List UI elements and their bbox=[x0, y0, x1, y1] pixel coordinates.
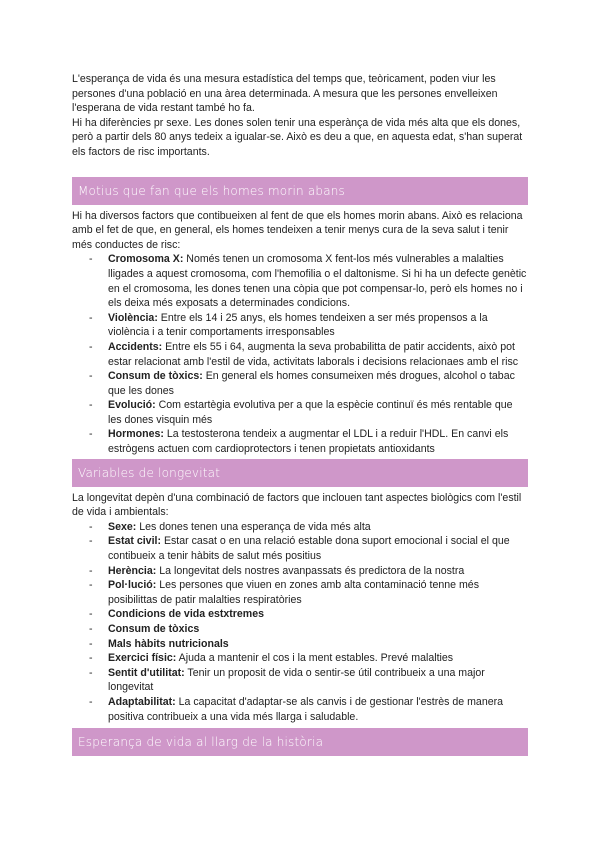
document-page bbox=[72, 72, 528, 760]
list-item: - Estat civil: Estar casat o en una relació estable dona suport emocional i social el que contibueix a tenir hàbits de salut més positius bbox=[89, 535, 510, 563]
list-item: - Exercici físic: Ajuda a mantenir el cos i la ment estables. Prevé malalties bbox=[89, 652, 454, 665]
intro-sentence-2: Hi ha diferències pr sexe. Les dones solen tenir una esperànça de vida més alta que els dones, però a partir dels 80 anys tedeix a igualar-se. Això es deu a que, en aquesta edat, s'han superat els factors de risc importants. bbox=[72, 116, 523, 158]
section-longevitat bbox=[72, 491, 528, 725]
bullet-list bbox=[72, 520, 528, 724]
list-item: - Condicions de vida estxtremes bbox=[89, 608, 265, 621]
section-heading-motius: Motius que fan que els homes morin abans bbox=[72, 177, 528, 205]
section-heading-longevitat: Variables de longevitat bbox=[72, 459, 528, 487]
list-item: - Hormones: La testosterona tendeix a augmentar el LDL i a reduir l'HDL. En canvi els estrògens actuen com cardioprotectors i tenen propietats antioxidants bbox=[89, 428, 509, 456]
list-item: - Evolució: Com estartègia evolutiva per a que la espècie continuï és més rentable que les dones visquin més bbox=[89, 399, 513, 426]
list-item: - Cromosoma X: Només tenen un cromosoma X fent-los més vulnerables a malalties lligades a aquest cromosoma, com l'hemofilia o el daltonisme. Si hi ha un defecte genètic en el cromosoma, les dones tenen una còpia que pot compensar-lo, però els homes no i els deixa més exposats a determinades condicions. bbox=[89, 253, 527, 310]
list-item: - Adaptabilitat: La capacitat d'adaptar-se als canvis i de gestionar l'estrès de manera positiva contribueix a una vida més llarga i saludable. bbox=[89, 695, 504, 723]
list-item: - Accidents: Entre els 55 i 64, augmenta la seva probabilitta de patir accidents, això pot estar relacionat amb l'estil de vida, activitats laborals i decisions relacionaes amb el risc bbox=[89, 340, 519, 368]
intro-paragraph bbox=[72, 72, 528, 160]
intro-sentence-1: L'esperança de vida és una mesura estadística del temps que, teòricament, poden viur les persones d'una població en una àrea determinada. A mesura que les persones envelleixen l'esperana de vida restant també ho fa. bbox=[72, 73, 498, 115]
section-motius bbox=[72, 209, 528, 457]
bullet-list bbox=[72, 252, 528, 456]
list-item: - Consum de tòxics bbox=[89, 623, 200, 635]
list-item: - Consum de tòxics: En general els homes consumeixen més drogues, alcohol o tabac que les dones bbox=[89, 370, 515, 397]
list-item: - Mals hàbits nutricionals bbox=[89, 637, 229, 650]
list-item: - Pol·lució: Les persones que viuen en zones amb alta contaminació tenne més posibilittas de patir malalties respiratòries bbox=[89, 579, 479, 606]
list-item: - Herència: La longevitat dels nostres avanpassats és predictora de la nostra bbox=[89, 564, 465, 577]
section-heading-historia: Esperança de vida al llarg de la història bbox=[72, 728, 528, 756]
section-lead: Hi ha diversos factors que contibueixen al fent de que els homes morin abans. Això es relaciona amb el fet de que, en general, els homes tendeixen a tenir menys cura de la seva salut i tenir més conductes de risc: bbox=[72, 209, 523, 251]
list-item: - Violència: Entre els 14 i 25 anys, els homes tendeixen a ser més propensos a la violència i a tenir comportaments irresponsables bbox=[89, 311, 488, 339]
list-item: - Sentit d'utilitat: Tenir un proposit de vida o sentir-se útil contribueix a una major longevitat bbox=[89, 666, 485, 694]
section-lead: La longevitat depèn d'una combinació de factors que inclouen tant aspectes biològics com l'estil de vida i ambientals: bbox=[72, 491, 522, 519]
list-item: - Sexe: Les dones tenen una esperança de vida més alta bbox=[89, 520, 371, 533]
